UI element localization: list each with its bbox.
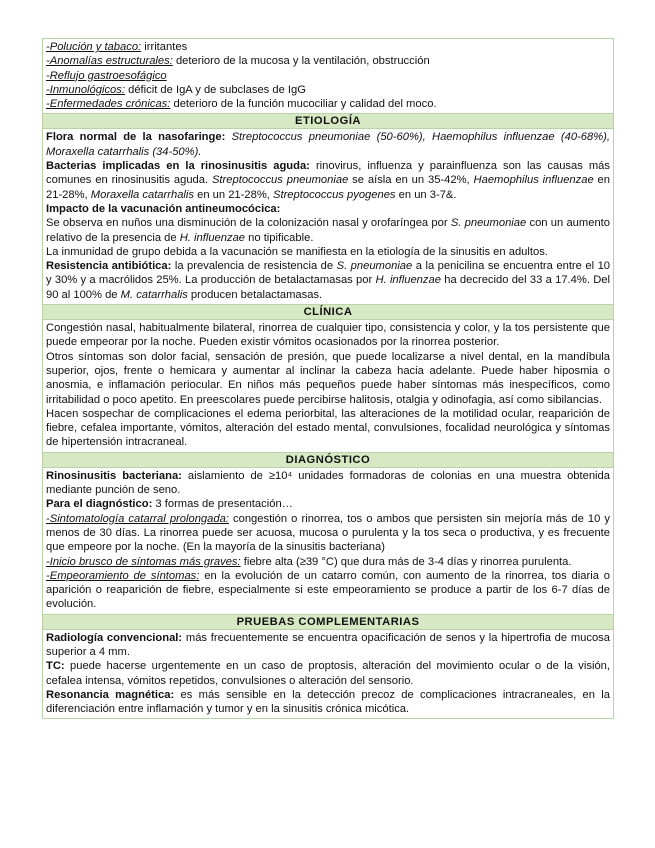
risk-factor-line: -Polución y tabaco: irritantes — [46, 41, 188, 53]
risk-factor-line: -Enfermedades crónicas: deterioro de la función mucociliar y calidad del moco. — [46, 98, 437, 111]
presentation-form-2: -Inicio brusco de síntomas más graves: fiebre alta (≥39 °C) que dura más de 3-4 días y rinorrea purulenta. — [46, 555, 572, 568]
presentation-form-3: -Empeoramiento de síntomas: en la evolución de un catarro común, con aumento de la rinorrea, tos diaria o aparición o reaparición de fiebre, especialmente si este empeoramiento se produce a partir de los 6-7 días de evolución. — [46, 569, 610, 611]
clinica-paragraph-2: Otros síntomas son dolor facial, sensación de presión, que puede localizarse a nivel dental, en la mandíbula superior, ojos, frente o hemicara y aumentar al inclinar la cabeza hacia adelante. Puede haber hiposmia o anosmia, e inflamación periocular. En niños más pequeños puede haber síntomas más inespecíficos, como irritabilidad o poco apetito. En preescolares puede percibirse halitosis, otalgia y odinofagia, así como sibilancias. — [46, 350, 610, 406]
section-header-etiologia: ETIOLOGÍA — [42, 114, 614, 129]
mri-paragraph: Resonancia magnética: es más sensible en la detección precoz de complicaciones intracraneales, en la diferenciación entre inflamación y tumor y en la sinusitis crónica micótica. — [46, 688, 610, 716]
bacteria-paragraph: Bacterias implicadas en la rinosinusitis aguda: rinovirus, influenza y parainfluenza son las causas más comunes en rinosinusitis aguda. Streptococcus pneumoniae se aísla en un 35-42%, Haemophilus influenzae en 21-28%, Moraxella catarrhalis en un 21-28%, Streptococcus pyogenes en un 3-7&. — [46, 160, 610, 201]
ct-paragraph: TC: puede hacerse urgentemente en un caso de proptosis, alteración del movimiento ocular o de la visión, cefalea intensa, vómitos repetidos, convulsiones o alteración del sensorio. — [46, 660, 610, 687]
flora-paragraph: Flora normal de la nasofaringe: Streptococcus pneumoniae (50-60%), Haemophilus influenzae (40-68%), Moraxella catarrhalis (34-50%). — [46, 131, 610, 158]
pruebas-box — [42, 630, 614, 720]
etiologia-box — [42, 129, 614, 305]
section-header-pruebas: PRUEBAS COMPLEMENTARIAS — [42, 615, 614, 630]
resistance-paragraph: Resistencia antibiótica: la prevalencia de resistencia de S. pneumoniae a la penicilina se encuentra entre el 10 y 30% y a macrólidos 25%. La producción de betalactamasas por H. influenzae ha decrecido del 33 a 17.4%. Del 90 al 100% de M. catarrhalis producen betalactamasas. — [46, 260, 611, 301]
clinica-box — [42, 320, 614, 453]
herd-immunity-paragraph: La inmunidad de grupo debida a la vacunación se manifiesta en la etiología de la sinusitis en adultos. — [46, 245, 548, 258]
section-header-clinica: CLÍNICA — [42, 305, 614, 320]
risk-factors-box — [42, 38, 614, 114]
presentation-form-1: -Sintomatología catarral prolongada: congestión o rinorrea, tos o ambos que persisten sin mejoría más de 10 y menos de 30 días. La rinorrea puede ser acuosa, mucosa o purulenta y la tos seca o productiva, y es frecuente que empeore por la noche. (En la mayoría de la sinusitis bacteriana) — [46, 512, 610, 554]
document-sheet — [42, 38, 614, 719]
diagnosis-forms-line: Para el diagnóstico: 3 formas de presentación… — [46, 498, 293, 511]
risk-factor-line: -Reflujo gastroesofágico — [46, 69, 167, 82]
diagnostico-box — [42, 468, 614, 615]
radiology-paragraph: Radiología convencional: más frecuentemente se encuentra opacificación de senos y la hipertrofia de mucosa superior a 4 mm. — [46, 631, 611, 658]
vaccination-heading: Impacto de la vacunación antineumocócica: — [46, 202, 281, 215]
bacterial-rhinosinusitis-paragraph: Rinosinusitis bacteriana: aislamiento de ≥10⁴ unidades formadoras de colonias en una muestra obtenida mediante punción de seno. — [46, 469, 610, 497]
risk-factor-line: -Anomalías estructurales: deterioro de la mucosa y la ventilación, obstrucción — [46, 55, 430, 68]
clinica-paragraph-1: Congestión nasal, habitualmente bilateral, rinorrea de cualquier tipo, consistencia y color, y la tos persistente que puede empeorar por la noche. Pueden existir vómitos ocasionados por la rinorrea posterior. — [46, 322, 610, 349]
risk-factor-line: -Inmunológicos: déficit de IgA y de subclases de IgG — [46, 83, 306, 96]
vaccination-paragraph: Se observa en nuños una disminución de la colonización nasal y orofaríngea por S. pneumoniae con un aumento relativo de la presencia de H. influenzae no tipificable. — [46, 217, 610, 244]
section-header-diagnostico: DIAGNÓSTICO — [42, 453, 614, 468]
clinica-paragraph-3: Hacen sospechar de complicaciones el edema periorbital, las alteraciones de la motilidad ocular, reaparición de fiebre, cefalea importante, vómitos, alteración del estado mental, convulsiones, focalidad neurológica y síntomas de hipertensión intracraneal. — [46, 407, 610, 449]
